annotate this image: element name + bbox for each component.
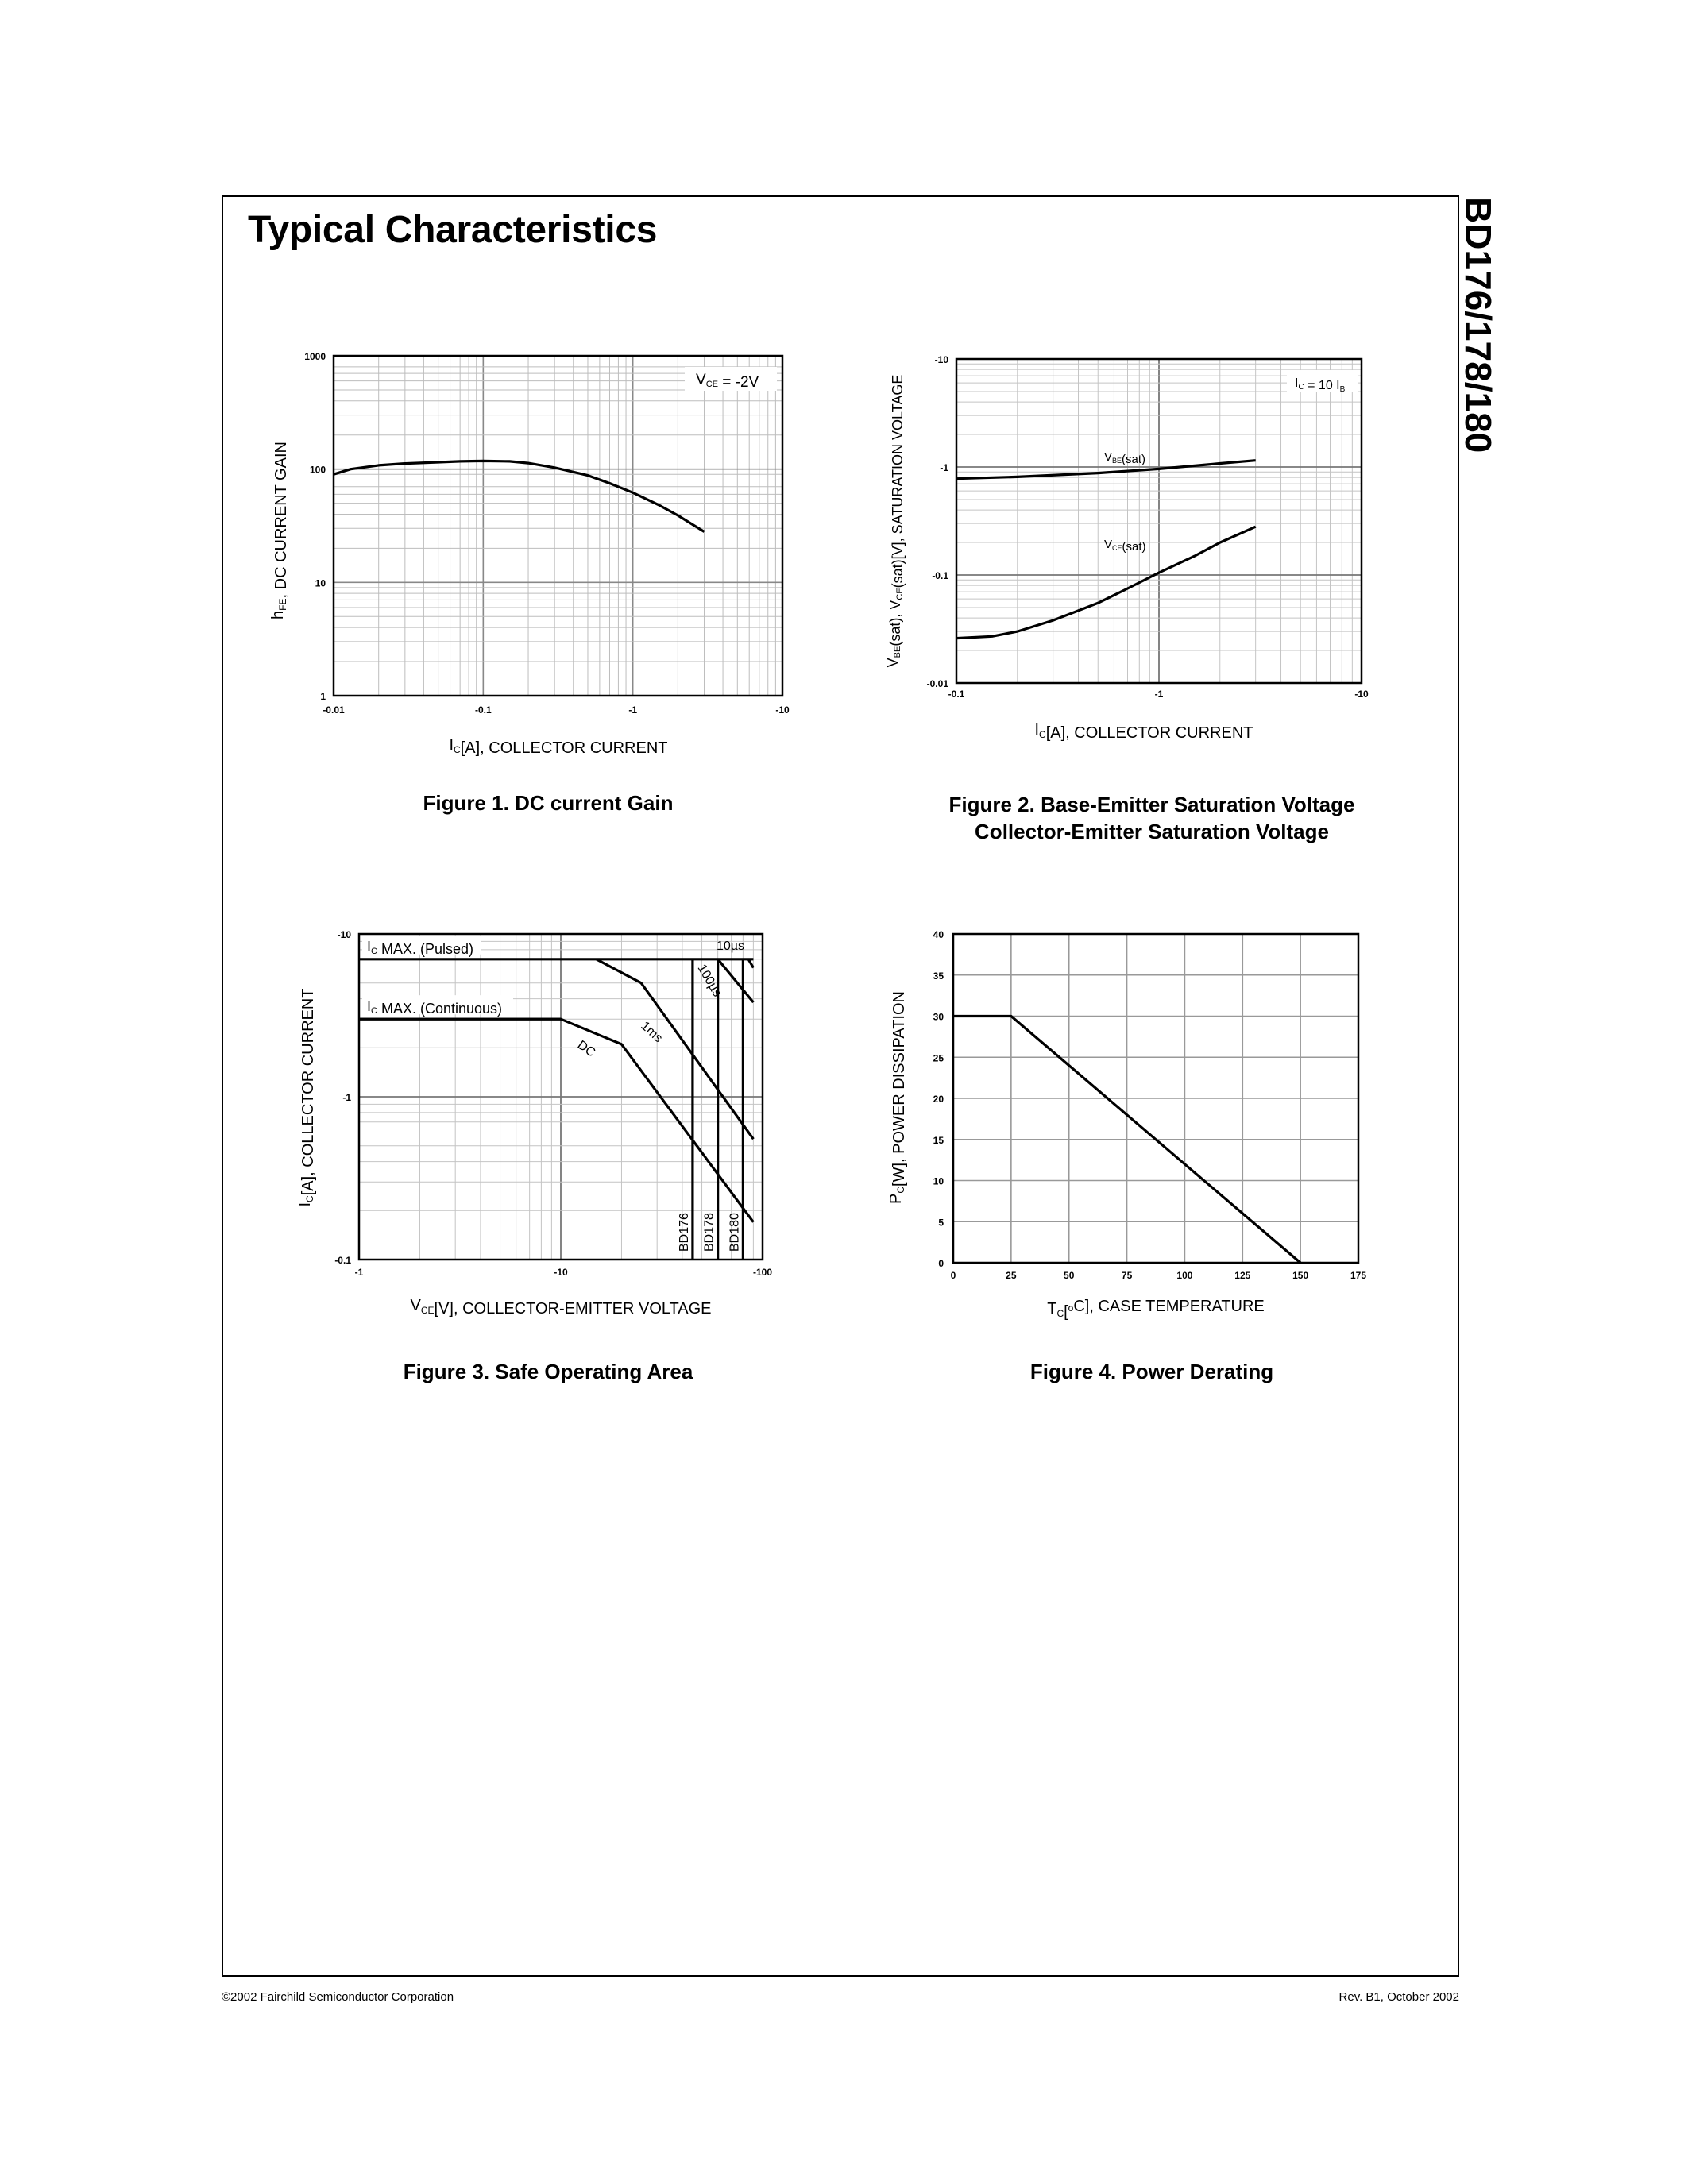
label-text: (sat) — [1122, 540, 1146, 554]
y-tick-label: -0.1 — [334, 1255, 351, 1266]
subscript-text: CE — [1112, 544, 1122, 552]
voltage-limit-label: BD176 — [677, 1213, 691, 1252]
voltage-limit-label: BD180 — [728, 1213, 742, 1252]
y-tick-label: 30 — [933, 1011, 944, 1023]
plot-frame — [334, 356, 782, 696]
soa-curve-100us — [718, 959, 754, 1002]
y-tick-label: -1 — [940, 462, 948, 473]
x-tick-label: 150 — [1292, 1270, 1309, 1281]
x-tick-label: 0 — [950, 1270, 956, 1281]
x-axis-label — [411, 1297, 712, 1318]
x-axis-label — [1034, 721, 1253, 742]
x-tick-label: -0.01 — [323, 704, 345, 716]
footer-copyright: ©2002 Fairchild Semiconductor Corporation — [222, 1990, 454, 2004]
voltage-limit-label: BD178 — [702, 1213, 717, 1252]
x-tick-label: 75 — [1121, 1270, 1133, 1281]
label-text: = 10 I — [1304, 379, 1340, 392]
curve-label-dc: DC — [574, 1038, 598, 1060]
y-axis-label-group — [885, 375, 906, 668]
caption-line: Figure 2. Base-Emitter Saturation Voltage — [948, 793, 1355, 816]
subscript-text: FE — [277, 598, 288, 611]
y-axis-label-group — [887, 991, 908, 1204]
label-text: T — [1047, 1300, 1057, 1318]
label-text: = -2V — [717, 374, 759, 391]
y-tick-label: 5 — [938, 1217, 944, 1229]
curve-label-100us: 100µs — [694, 962, 724, 1000]
label-text: I — [1295, 376, 1299, 390]
x-tick-label: -1 — [628, 704, 638, 716]
subscript-text: CE — [420, 1305, 435, 1316]
subscript-text: C — [1056, 1308, 1064, 1319]
caption-line: Figure 3. Safe Operating Area — [403, 1360, 693, 1383]
y-tick-label: 1000 — [304, 351, 326, 362]
subscript-text: CE — [895, 588, 905, 600]
soa-curve-1ms — [597, 959, 754, 1139]
label-text: P — [887, 1193, 905, 1204]
subscript-text: C — [304, 1195, 315, 1202]
y-tick-label: -10 — [337, 929, 351, 940]
soa-curve-dc — [359, 1019, 753, 1222]
curve-label-group — [695, 963, 724, 1000]
x-axis-label — [449, 736, 667, 757]
x-tick-label: 125 — [1234, 1270, 1251, 1281]
label-text: , DC CURRENT GAIN — [272, 442, 290, 599]
x-tick-label: 50 — [1064, 1270, 1075, 1281]
y-tick-label: 25 — [933, 1052, 944, 1064]
y-tick-label: 35 — [933, 970, 944, 982]
series-label-vbe-sat — [1104, 450, 1145, 466]
curve-label-group — [638, 1019, 665, 1045]
y-tick-label: -0.1 — [932, 570, 948, 581]
subscript-text: CE — [705, 380, 718, 389]
y-tick-label: -0.01 — [926, 678, 948, 689]
x-tick-label: 25 — [1006, 1270, 1017, 1281]
x-tick-label: -0.1 — [948, 689, 965, 700]
label-text: V — [696, 372, 706, 388]
x-tick-label: -1 — [1154, 689, 1164, 700]
figure-4-chart — [887, 929, 1366, 1321]
figure-1-chart — [269, 351, 790, 757]
caption-line: Figure 4. Power Derating — [1029, 1360, 1274, 1383]
label-text: C], CASE TEMPERATURE — [1073, 1298, 1265, 1315]
label-text: MAX. (Continuous) — [377, 1001, 503, 1017]
series-line-hfe — [334, 461, 705, 531]
label-text: (sat), V — [887, 600, 903, 646]
label-text: MAX. (Pulsed) — [377, 940, 474, 957]
label-text: [A], COLLECTOR CURRENT — [1045, 724, 1253, 742]
y-tick-label: 20 — [933, 1094, 944, 1105]
superscript-text: o — [1068, 1302, 1074, 1314]
label-text: I — [1034, 721, 1040, 739]
y-tick-label: -10 — [934, 354, 948, 365]
y-axis-label — [269, 442, 290, 619]
subscript-text: C — [454, 744, 461, 755]
caption-line: Collector-Emitter Saturation Voltage — [975, 820, 1329, 843]
y-tick-label: 100 — [309, 464, 326, 476]
label-text: I — [296, 1202, 314, 1207]
page-title: Typical Characteristics — [248, 209, 658, 251]
label-text: I — [367, 998, 372, 1015]
x-tick-label: 100 — [1176, 1270, 1193, 1281]
caption-line: Figure 1. DC current Gain — [423, 791, 674, 815]
limit-label-pulsed — [367, 939, 473, 957]
label-text: [A], COLLECTOR CURRENT — [460, 739, 668, 757]
x-tick-label: -10 — [1354, 689, 1369, 700]
label-text: I — [449, 736, 454, 754]
y-tick-label: 10 — [315, 577, 326, 589]
figure-2-caption — [874, 791, 1430, 845]
figure-2-chart — [885, 354, 1369, 742]
subscript-text: BE — [1112, 457, 1122, 465]
footer-revision: Rev. B1, October 2002 — [1338, 1990, 1459, 2004]
voltage-limit-label-group — [703, 1213, 717, 1252]
subscript-text: B — [1339, 385, 1346, 394]
y-axis-label — [885, 375, 906, 668]
y-tick-label: 15 — [933, 1134, 944, 1146]
y-tick-label: 40 — [933, 929, 944, 940]
subscript-text: C — [371, 946, 377, 956]
y-axis-label — [296, 988, 317, 1206]
label-text: [ — [1064, 1303, 1068, 1321]
y-axis-label-group — [269, 442, 290, 619]
voltage-limit-label-group — [678, 1213, 691, 1252]
limit-label-continuous — [367, 998, 502, 1017]
figure-3-chart — [296, 929, 772, 1318]
label-text: V — [885, 658, 901, 668]
figure-3-caption — [342, 1360, 755, 1384]
x-tick-label: -1 — [354, 1267, 364, 1278]
x-tick-label: -10 — [554, 1267, 568, 1278]
label-text: V — [1104, 450, 1113, 464]
series-label-vce-sat — [1104, 538, 1146, 554]
x-tick-label: 175 — [1350, 1270, 1367, 1281]
soa-curve-10us — [748, 959, 753, 968]
x-axis-label — [1047, 1298, 1265, 1321]
subscript-text: C — [1298, 383, 1304, 392]
part-number-text: BD176/178/180 — [1458, 197, 1499, 453]
x-tick-label: -100 — [752, 1267, 773, 1278]
y-tick-label: 0 — [938, 1258, 944, 1269]
y-tick-label: 10 — [933, 1175, 944, 1187]
figure-4-caption — [914, 1360, 1390, 1384]
curve-label-1ms: 1ms — [638, 1019, 666, 1046]
label-text: [V], COLLECTOR-EMITTER VOLTAGE — [434, 1300, 712, 1318]
figure-1-caption — [342, 791, 755, 816]
subscript-text: C — [895, 1186, 906, 1194]
subscript-text: C — [371, 1006, 377, 1017]
label-text: (sat) — [1122, 453, 1146, 466]
voltage-limit-label-group — [728, 1213, 741, 1252]
label-text: (sat)[V], SATURATION VOLTAGE — [890, 374, 906, 588]
annotation-vce — [696, 372, 759, 391]
subscript-text: C — [1039, 729, 1046, 740]
curve-label-10us: 10µs — [717, 940, 745, 953]
label-text: [W], POWER DISSIPATION — [890, 991, 908, 1187]
y-axis-label — [887, 991, 908, 1204]
curve-label-group — [575, 1038, 598, 1059]
subscript-text: BE — [893, 646, 902, 658]
label-text: [A], COLLECTOR CURRENT — [299, 988, 317, 1196]
y-tick-label: 1 — [320, 691, 326, 702]
x-tick-label: -10 — [775, 704, 790, 716]
y-axis-label-group — [296, 988, 317, 1206]
label-text: h — [269, 610, 287, 619]
y-tick-label: -1 — [342, 1092, 351, 1103]
label-text: I — [367, 938, 372, 955]
label-text: V — [410, 1297, 421, 1314]
x-tick-label: -0.1 — [474, 704, 492, 716]
label-text: V — [1104, 538, 1113, 551]
